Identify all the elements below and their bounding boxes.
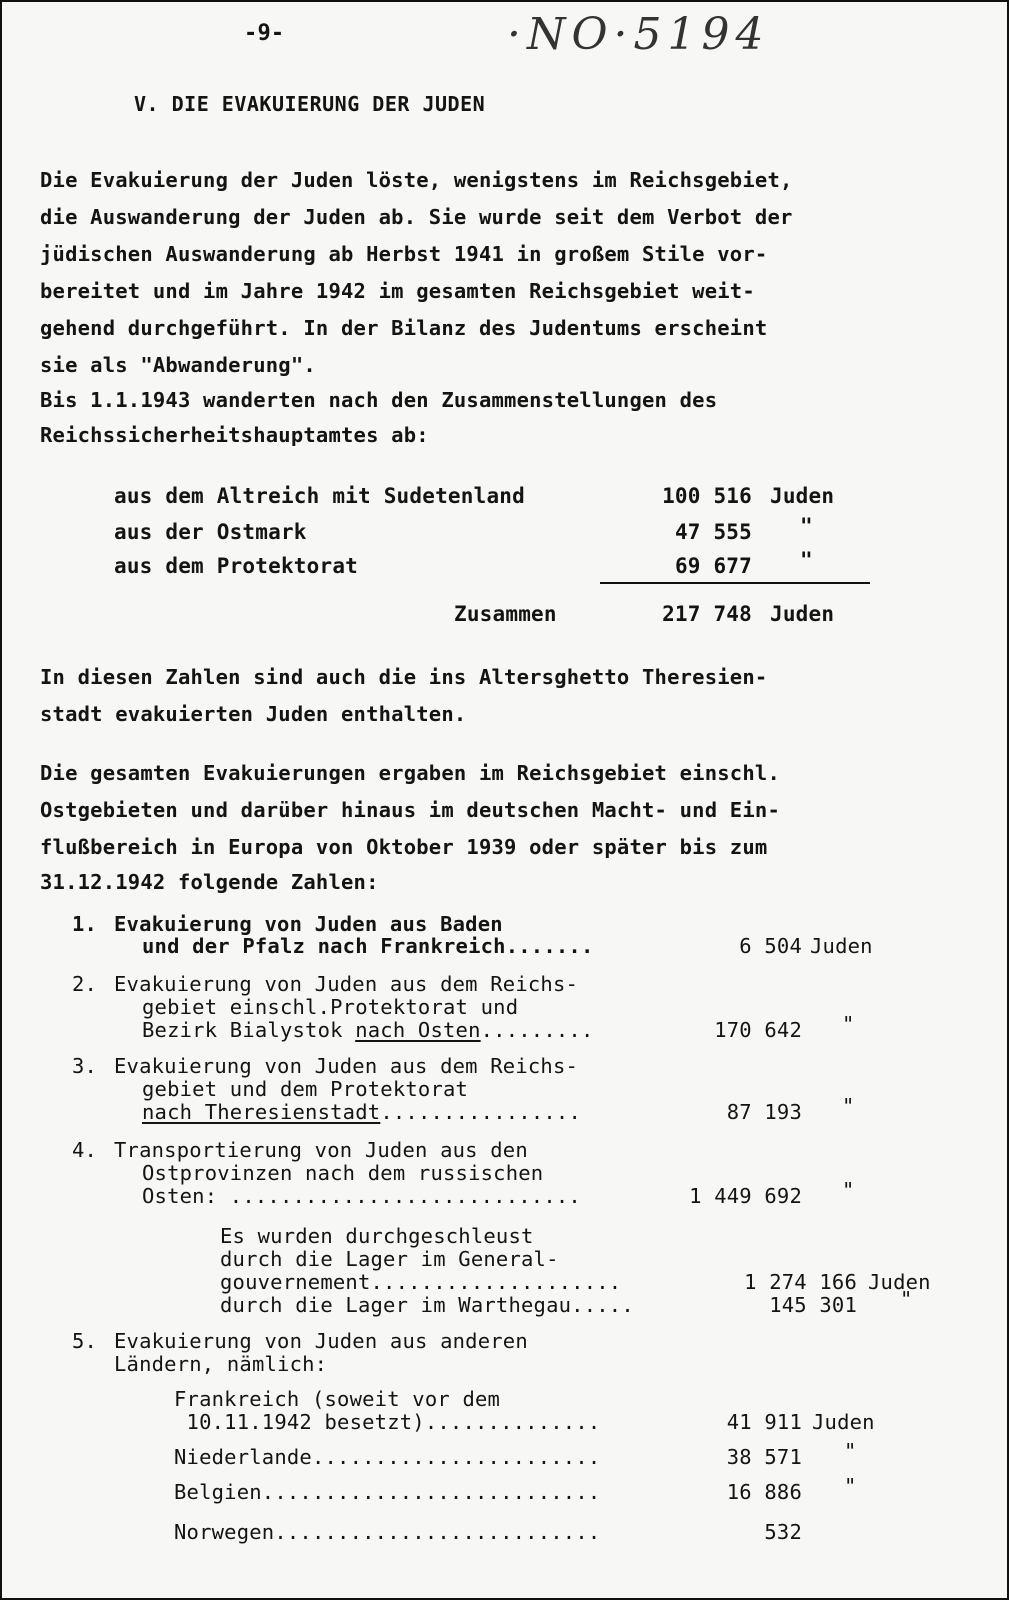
list-subitem-unit: Juden xyxy=(868,1270,931,1294)
paragraph-line: Ostgebieten und darüber hinaus im deutschen Macht- und Ein- xyxy=(40,798,780,822)
list-subitem-text: Es wurden durchgeschleust xyxy=(220,1224,534,1248)
list-item-text: Ländern, nämlich: xyxy=(114,1352,328,1376)
paragraph-line: bereitet und im Jahre 1942 im gesamten Reichsgebiet weit- xyxy=(40,279,755,303)
table-row-value: 100 516 xyxy=(662,484,752,508)
paragraph-line: 31.12.1942 folgende Zahlen: xyxy=(40,870,379,894)
list-item-unit: " xyxy=(842,1094,855,1118)
paragraph-line: die Auswanderung der Juden ab. Sie wurde seit dem Verbot der xyxy=(40,205,793,229)
paragraph-line: In diesen Zahlen sind auch die ins Altersghetto Theresien- xyxy=(40,665,768,689)
total-label: Zusammen xyxy=(454,602,557,626)
list-item-text: Evakuierung von Juden aus dem Reichs- xyxy=(114,1054,579,1078)
country-value: 41 911 xyxy=(726,1410,802,1434)
paragraph-line: jüdischen Auswanderung ab Herbst 1941 in großem Stile vor- xyxy=(40,242,768,266)
list-item-value: 1 449 692 xyxy=(689,1184,802,1208)
list-item-text: Transportierung von Juden aus den xyxy=(114,1138,528,1162)
sum-rule xyxy=(600,582,870,584)
list-item-value: 6 504 xyxy=(739,934,802,958)
country-label: Frankreich (soweit vor dem xyxy=(174,1387,501,1411)
table-row-label: aus dem Altreich mit Sudetenland xyxy=(114,484,525,508)
country-label: Belgien........................... xyxy=(174,1480,601,1504)
paragraph-line: Die gesamten Evakuierungen ergaben im Reichsgebiet einschl. xyxy=(40,761,780,785)
paragraph-line: sie als "Abwanderung". xyxy=(40,353,316,377)
total-value: 217 748 xyxy=(662,602,752,626)
list-item-text: und der Pfalz nach Frankreich....... xyxy=(142,934,594,958)
section-heading: V. DIE EVAKUIERUNG DER JUDEN xyxy=(134,92,486,116)
country-label: Norwegen.......................... xyxy=(174,1520,601,1544)
paragraph-line: stadt evakuierten Juden enthalten. xyxy=(40,702,467,726)
page-number: -9- xyxy=(244,21,285,46)
list-subitem-unit: " xyxy=(900,1287,913,1311)
table-row-value: 69 677 xyxy=(674,554,752,578)
list-item-text: gebiet und dem Protektorat xyxy=(142,1077,469,1101)
paragraph-line: Bis 1.1.1943 wanderten nach den Zusammenstellungen des xyxy=(40,388,718,412)
list-item-text: Evakuierung von Juden aus anderen xyxy=(114,1329,528,1353)
list-item-number: 3. xyxy=(72,1054,98,1078)
table-row-value: 47 555 xyxy=(674,520,752,544)
list-item-unit: " xyxy=(842,1178,855,1202)
table-row-unit: " xyxy=(800,548,813,572)
paragraph-line: gehend durchgeführt. In der Bilanz des Judentums erscheint xyxy=(40,316,768,340)
list-item-number: 2. xyxy=(72,972,98,996)
country-value: 38 571 xyxy=(726,1445,802,1469)
list-item-number: 1. xyxy=(72,912,98,936)
list-subitem-value: 1 274 166 xyxy=(744,1270,857,1294)
country-label: 10.11.1942 besetzt).............. xyxy=(174,1410,601,1434)
list-item-text: Ostprovinzen nach dem russischen xyxy=(142,1161,544,1185)
list-item-value: 87 193 xyxy=(726,1100,802,1124)
list-item-number: 4. xyxy=(72,1138,98,1162)
paragraph-line: flußbereich in Europa von Oktober 1939 oder später bis zum xyxy=(40,835,768,859)
list-item-unit: " xyxy=(842,1012,855,1036)
paragraph-line: Reichssicherheitshauptamtes ab: xyxy=(40,423,429,447)
total-unit: Juden xyxy=(770,602,835,626)
paragraph-line: Die Evakuierung der Juden löste, wenigstens im Reichsgebiet, xyxy=(40,168,793,192)
list-item-text: Evakuierung von Juden aus dem Reichs- xyxy=(114,972,579,996)
list-item-number: 5. xyxy=(72,1329,98,1353)
list-subitem-text: gouvernement.................... xyxy=(220,1270,622,1294)
table-row-unit: Juden xyxy=(770,484,835,508)
list-item-text: Osten: ............................ xyxy=(142,1184,581,1208)
list-subitem-text: durch die Lager im General- xyxy=(220,1247,559,1271)
country-unit: " xyxy=(844,1439,857,1463)
handwritten-reference: ·NO·5194 xyxy=(507,9,770,60)
table-row-unit: " xyxy=(800,514,813,538)
list-item-text: Evakuierung von Juden aus Baden xyxy=(114,912,503,936)
list-subitem-value: 145 301 xyxy=(769,1293,857,1317)
list-item-value: 170 642 xyxy=(714,1018,802,1042)
list-item-text: nach Theresienstadt................ xyxy=(142,1100,581,1124)
country-unit: " xyxy=(844,1474,857,1498)
list-item-text: Bezirk Bialystok nach Osten......... xyxy=(142,1018,594,1042)
list-subitem-text: durch die Lager im Warthegau..... xyxy=(220,1293,634,1317)
table-row-label: aus der Ostmark xyxy=(114,520,307,544)
list-item-text: gebiet einschl.Protektorat und xyxy=(142,995,519,1019)
country-value: 532 xyxy=(764,1520,802,1544)
country-value: 16 886 xyxy=(726,1480,802,1504)
list-item-unit: Juden xyxy=(810,934,873,958)
country-label: Niederlande....................... xyxy=(174,1445,601,1469)
country-unit: Juden xyxy=(812,1410,875,1434)
table-row-label: aus dem Protektorat xyxy=(114,554,359,578)
